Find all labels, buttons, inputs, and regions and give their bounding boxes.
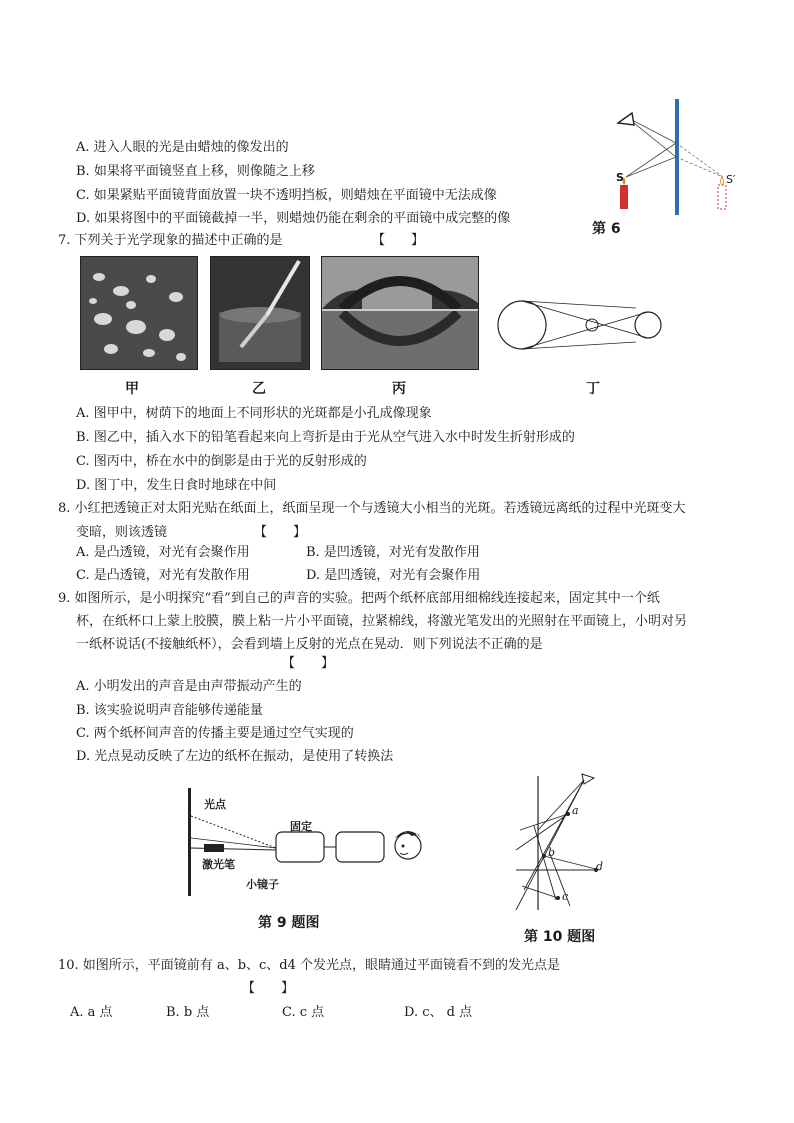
q8-stem-line1: 8. 小红把透镜正对太阳光贴在纸面上，纸面呈现一个与透镜大小相当的光斑。若透镜远离纸的过程中光斑变大 [58,501,686,516]
q10-option-a: A. a 点 [70,1005,113,1020]
point-b-label: b [548,846,556,859]
figure-label-ding: 丁 [586,381,600,397]
paper-cup-talk [336,832,384,862]
pencil-in-water [211,257,309,369]
q6-figure [592,95,758,240]
q8-stem-line2: 变暗，则该透镜 [76,525,168,540]
wall [188,788,191,896]
figure-label-yi: 乙 [252,381,266,397]
q10-bracket: 【 】 [242,981,295,996]
candle-s [620,185,628,209]
photo-yi [210,256,310,370]
q10-figure-caption: 第 10 题图 [524,929,596,945]
q8-option-c: C. 是凸透镜，对光有发散作用 [76,568,250,583]
q9-stem-line3: 一纸杯说话(不接触纸杯），会看到墙上反射的光点在晃动．则下列说法不正确的是 [76,637,543,652]
q8-option-b: B. 是凹透镜，对光有发散作用 [306,545,480,560]
point-a-label: a [572,804,579,817]
label-laser-pen: 激光笔 [202,858,235,871]
figure-label-jia: 甲 [125,381,139,397]
point-s-prime-label: S′ [726,173,736,186]
q9-option-c: C. 两个纸杯间声音的传播主要是通过空气实现的 [76,726,354,741]
moon-icon [586,319,598,331]
q7-option-c: C. 图丙中，桥在水中的倒影是由于光的反射形成的 [76,454,367,469]
boy-head [395,833,421,859]
eye-icon [618,113,634,125]
q10-figure [510,770,620,946]
bridge-reflection [322,257,478,369]
figure-label-bing: 丙 [392,381,406,397]
point-c-label: c [562,890,569,903]
label-small-mirror: 小镜子 [246,878,279,891]
q6-option-b: B. 如果将平面镜竖直上移，则像随之上移 [76,164,315,179]
laser-pen [204,844,224,852]
q7-option-d: D. 图丁中，发生日食时地球在中间 [76,478,277,493]
photo-ding [496,290,666,360]
earth-icon [635,312,661,338]
q9-figure [180,786,440,936]
q9-stem-line2: 杯，在纸杯口上蒙上胶膜，膜上粘一片小平面镜，拉紧棉线，将激光笔发出的光照射在平面镜上，小明对另 [76,614,688,629]
q9-figure-caption: 第 9 题图 [258,915,320,931]
tree-shade-light-spots [81,257,197,369]
paper-cup-fixed [276,832,324,862]
label-fixed: 固定 [290,820,312,833]
q8-option-a: A. 是凸透镜，对光有会聚作用 [76,545,250,560]
point-d-label: d [596,860,604,873]
q7-option-a: A. 图甲中，树荫下的地面上不同形状的光斑都是小孔成像现象 [76,406,432,421]
label-light-spot: 光点 [204,798,226,811]
q9-bracket: 【 】 [282,656,335,671]
photo-bing [321,256,479,370]
eye-icon [582,774,594,784]
point-s-label: S [616,171,624,184]
q6-option-c: C. 如果紧贴平面镜背面放置一块不透明挡板，则蜡烛在平面镜中无法成像 [76,188,497,203]
q8-option-d: D. 是凹透镜，对光有会聚作用 [306,568,481,583]
mirror-diagram [608,95,758,240]
q9-option-d: D. 光点晃动反映了左边的纸杯在振动，是使用了转换法 [76,749,394,764]
q10-option-b: B. b 点 [166,1005,210,1020]
q10-option-c: C. c 点 [282,1005,325,1020]
q10-stem: 10. 如图所示，平面镜前有 a、b、c、d4 个发光点，眼睛通过平面镜看不到的发光点是 [58,958,561,973]
candle-s-image [718,185,726,209]
solar-eclipse-diagram [496,290,666,360]
q6-figure-caption: 第 6 [592,221,621,237]
sun-icon [498,301,546,349]
q7-stem: 7. 下列关于光学现象的描述中正确的是 [58,233,283,248]
q7-option-b: B. 图乙中，插入水下的铅笔看起来向上弯折是由于光从空气进入水中时发生折射形成的 [76,430,575,445]
q9-stem-line1: 9. 如图所示，是小明探究“看”到自己的声音的实验。把两个纸杯底部用细棉线连接起来，固定其中一个纸 [58,591,660,606]
q9-option-b: B. 该实验说明声音能够传递能量 [76,703,263,718]
photo-jia [80,256,198,370]
q6-option-d: D. 如果将图中的平面镜截掉一半，则蜡烛仍能在剩余的平面镜中成完整的像 [76,211,511,226]
q8-bracket: 【 】 [254,525,307,540]
q9-option-a: A. 小明发出的声音是由声带振动产生的 [76,679,302,694]
q6-option-a: A. 进入人眼的光是由蜡烛的像发出的 [76,140,289,155]
q10-option-d: D. c、 d 点 [404,1005,473,1020]
q7-bracket: 【 】 [372,233,425,248]
